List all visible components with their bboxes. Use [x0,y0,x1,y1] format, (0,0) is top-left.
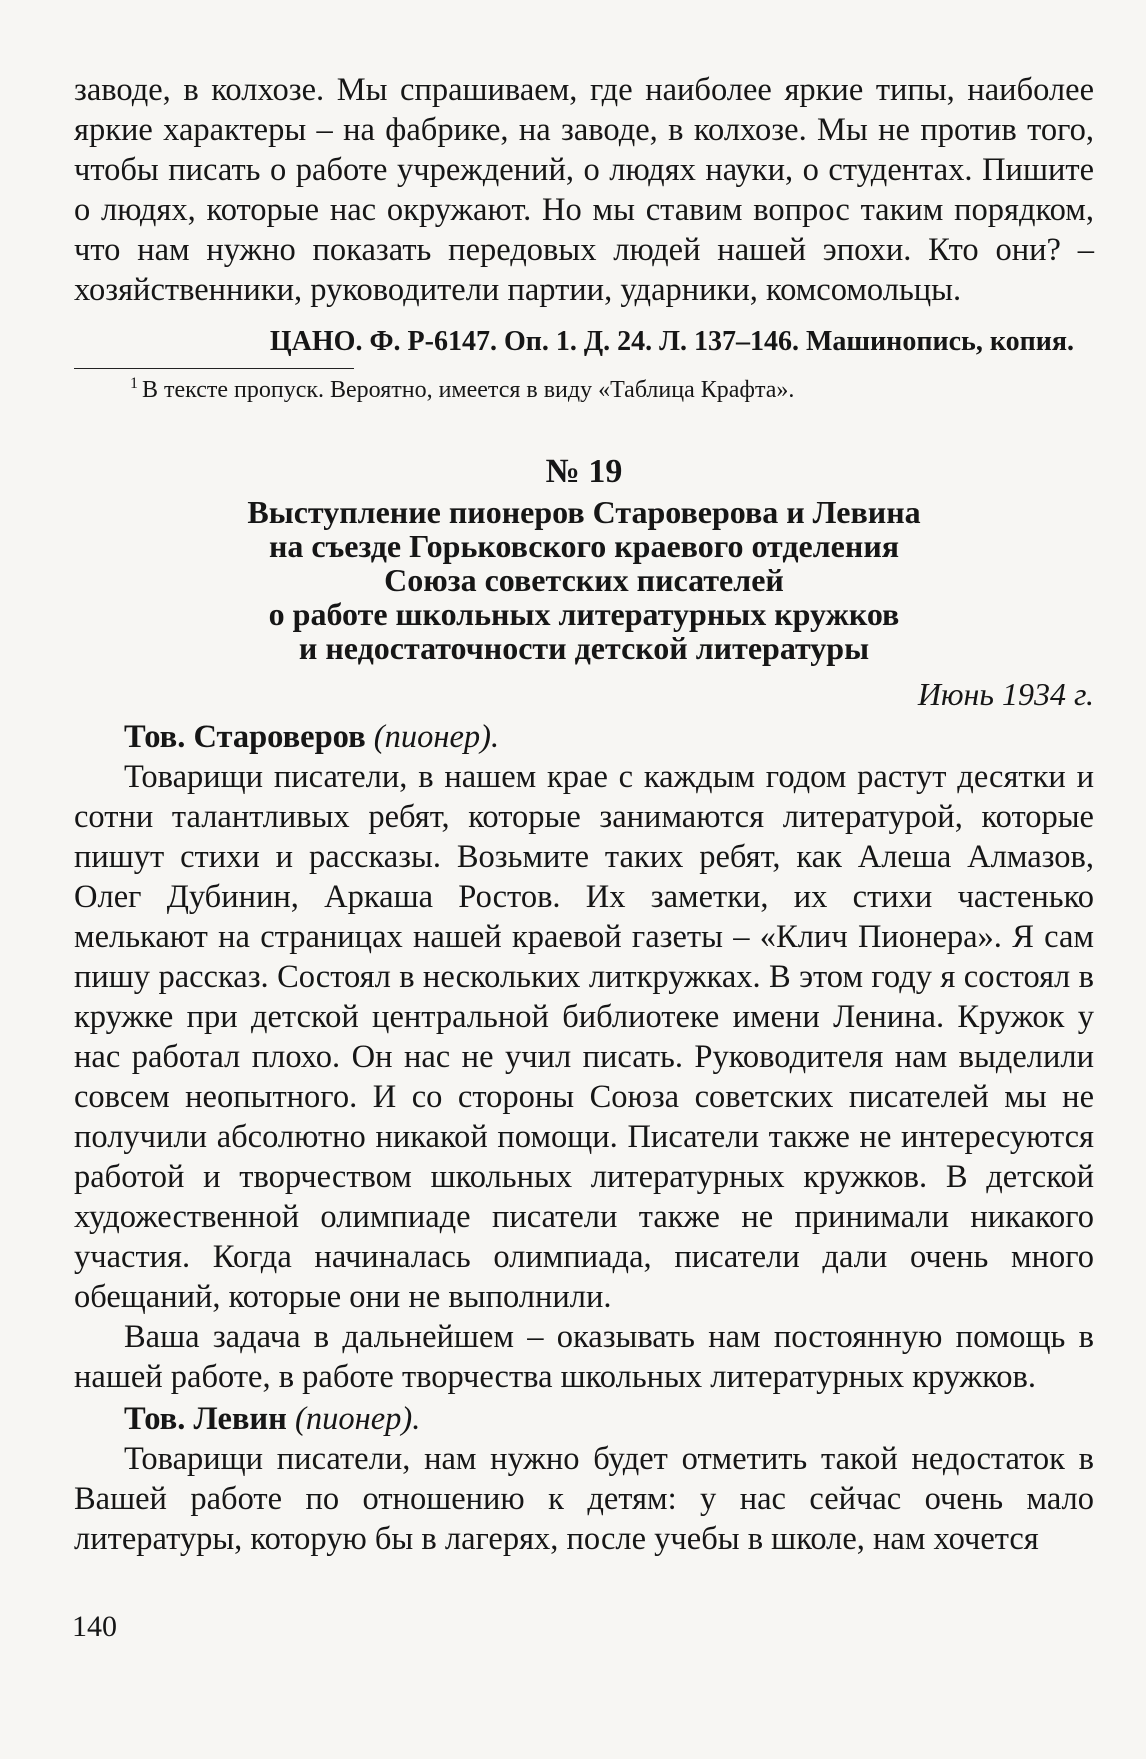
document-title-line: на съезде Горьковского краевого отделения [268,528,900,564]
document-title [74,495,1094,665]
archive-source-line: ЦАНО. Ф. Р-6147. Оп. 1. Д. 24. Л. 137–146. Машинопись, копия. [269,326,1074,357]
speech-paragraph: Товарищи писатели, нам нужно будет отметить такой недостаток в Вашей работе по отношению к детям: у нас сейчас очень мало литературы, которую бы в лагерях, после учебы в школе, нам хочется [74,1441,1094,1557]
speaker-name: Тов. Староверов [124,719,366,755]
speech-paragraph: Товарищи писатели, в нашем крае с каждым годом растут десятки и сотни талантливых ребят, которые занимаются литературой, которые пишут стихи и рассказы. Возьмите таких ребят, как Алеша Алмазов, Олег Дубинин, Аркаша Ростов. Их заметки, их стихи частенько мелькают на страницах нашей краевой газеты – «Клич Пионера». Я сам пишу рассказ. Состоял в нескольких литкружках. В этом году я состоял в кружке при детской центральной библиотеке имени Ленина. Кружок у нас работал плохо. Он нас не учил писать. Руководителя нам выделили совсем неопытного. И со стороны Союза советских писателей мы не получили абсолютно никакой помощи. Писатели также не интересуются работой и творчеством школьных литературных кружков. В детской художественной олимпиаде писатели также не принимали никакого участия. Когда начиналась олимпиада, писатели дали очень много обещаний, которые они не выполнили. [74,759,1094,1315]
document-title-line: Выступление пионеров Староверова и Левина [247,494,921,530]
speaker-role: (пионер). [373,719,500,755]
footnote-text: В тексте пропуск. Вероятно, имеется в виду «Таблица Крафта». [142,377,795,403]
speaker-role: (пионер). [295,1401,421,1437]
page-number: 140 [72,1610,117,1643]
document-title-line: о работе школьных литературных кружков [268,596,900,632]
document-date: Июнь 1934 г. [917,676,1094,712]
speaker-heading [124,717,1094,757]
intro-paragraph: заводе, в колхозе. Мы спрашиваем, где наиболее яркие типы, наиболее яркие характеры – на фабрике, на заводе, в колхозе. Мы не против того, чтобы писать о работе учреждений, о людях науки, о студентах. Пишите о людях, которые нас окружают. Но мы ставим вопрос таким порядком, что нам нужно показать передовых людей нашей эпохи. Кто они? – хозяйственники, руководители партии, ударники, комсомольцы. [74,72,1094,308]
footnote [74,375,1094,405]
footnote-divider [74,368,354,369]
speaker-heading [124,1399,1094,1439]
document-number: № 19 [545,453,623,490]
book-page [74,70,1094,1559]
document-title-line: Союза советских писателей [384,562,784,598]
footnote-mark: 1 [130,375,138,392]
document-title-line: и недостаточности детской литературы [298,630,870,666]
speech-paragraph: Ваша задача в дальнейшем – оказывать нам постоянную помощь в нашей работе, в работе творчества школьных литературных кружков. [74,1319,1094,1395]
speaker-name: Тов. Левин [124,1401,287,1437]
